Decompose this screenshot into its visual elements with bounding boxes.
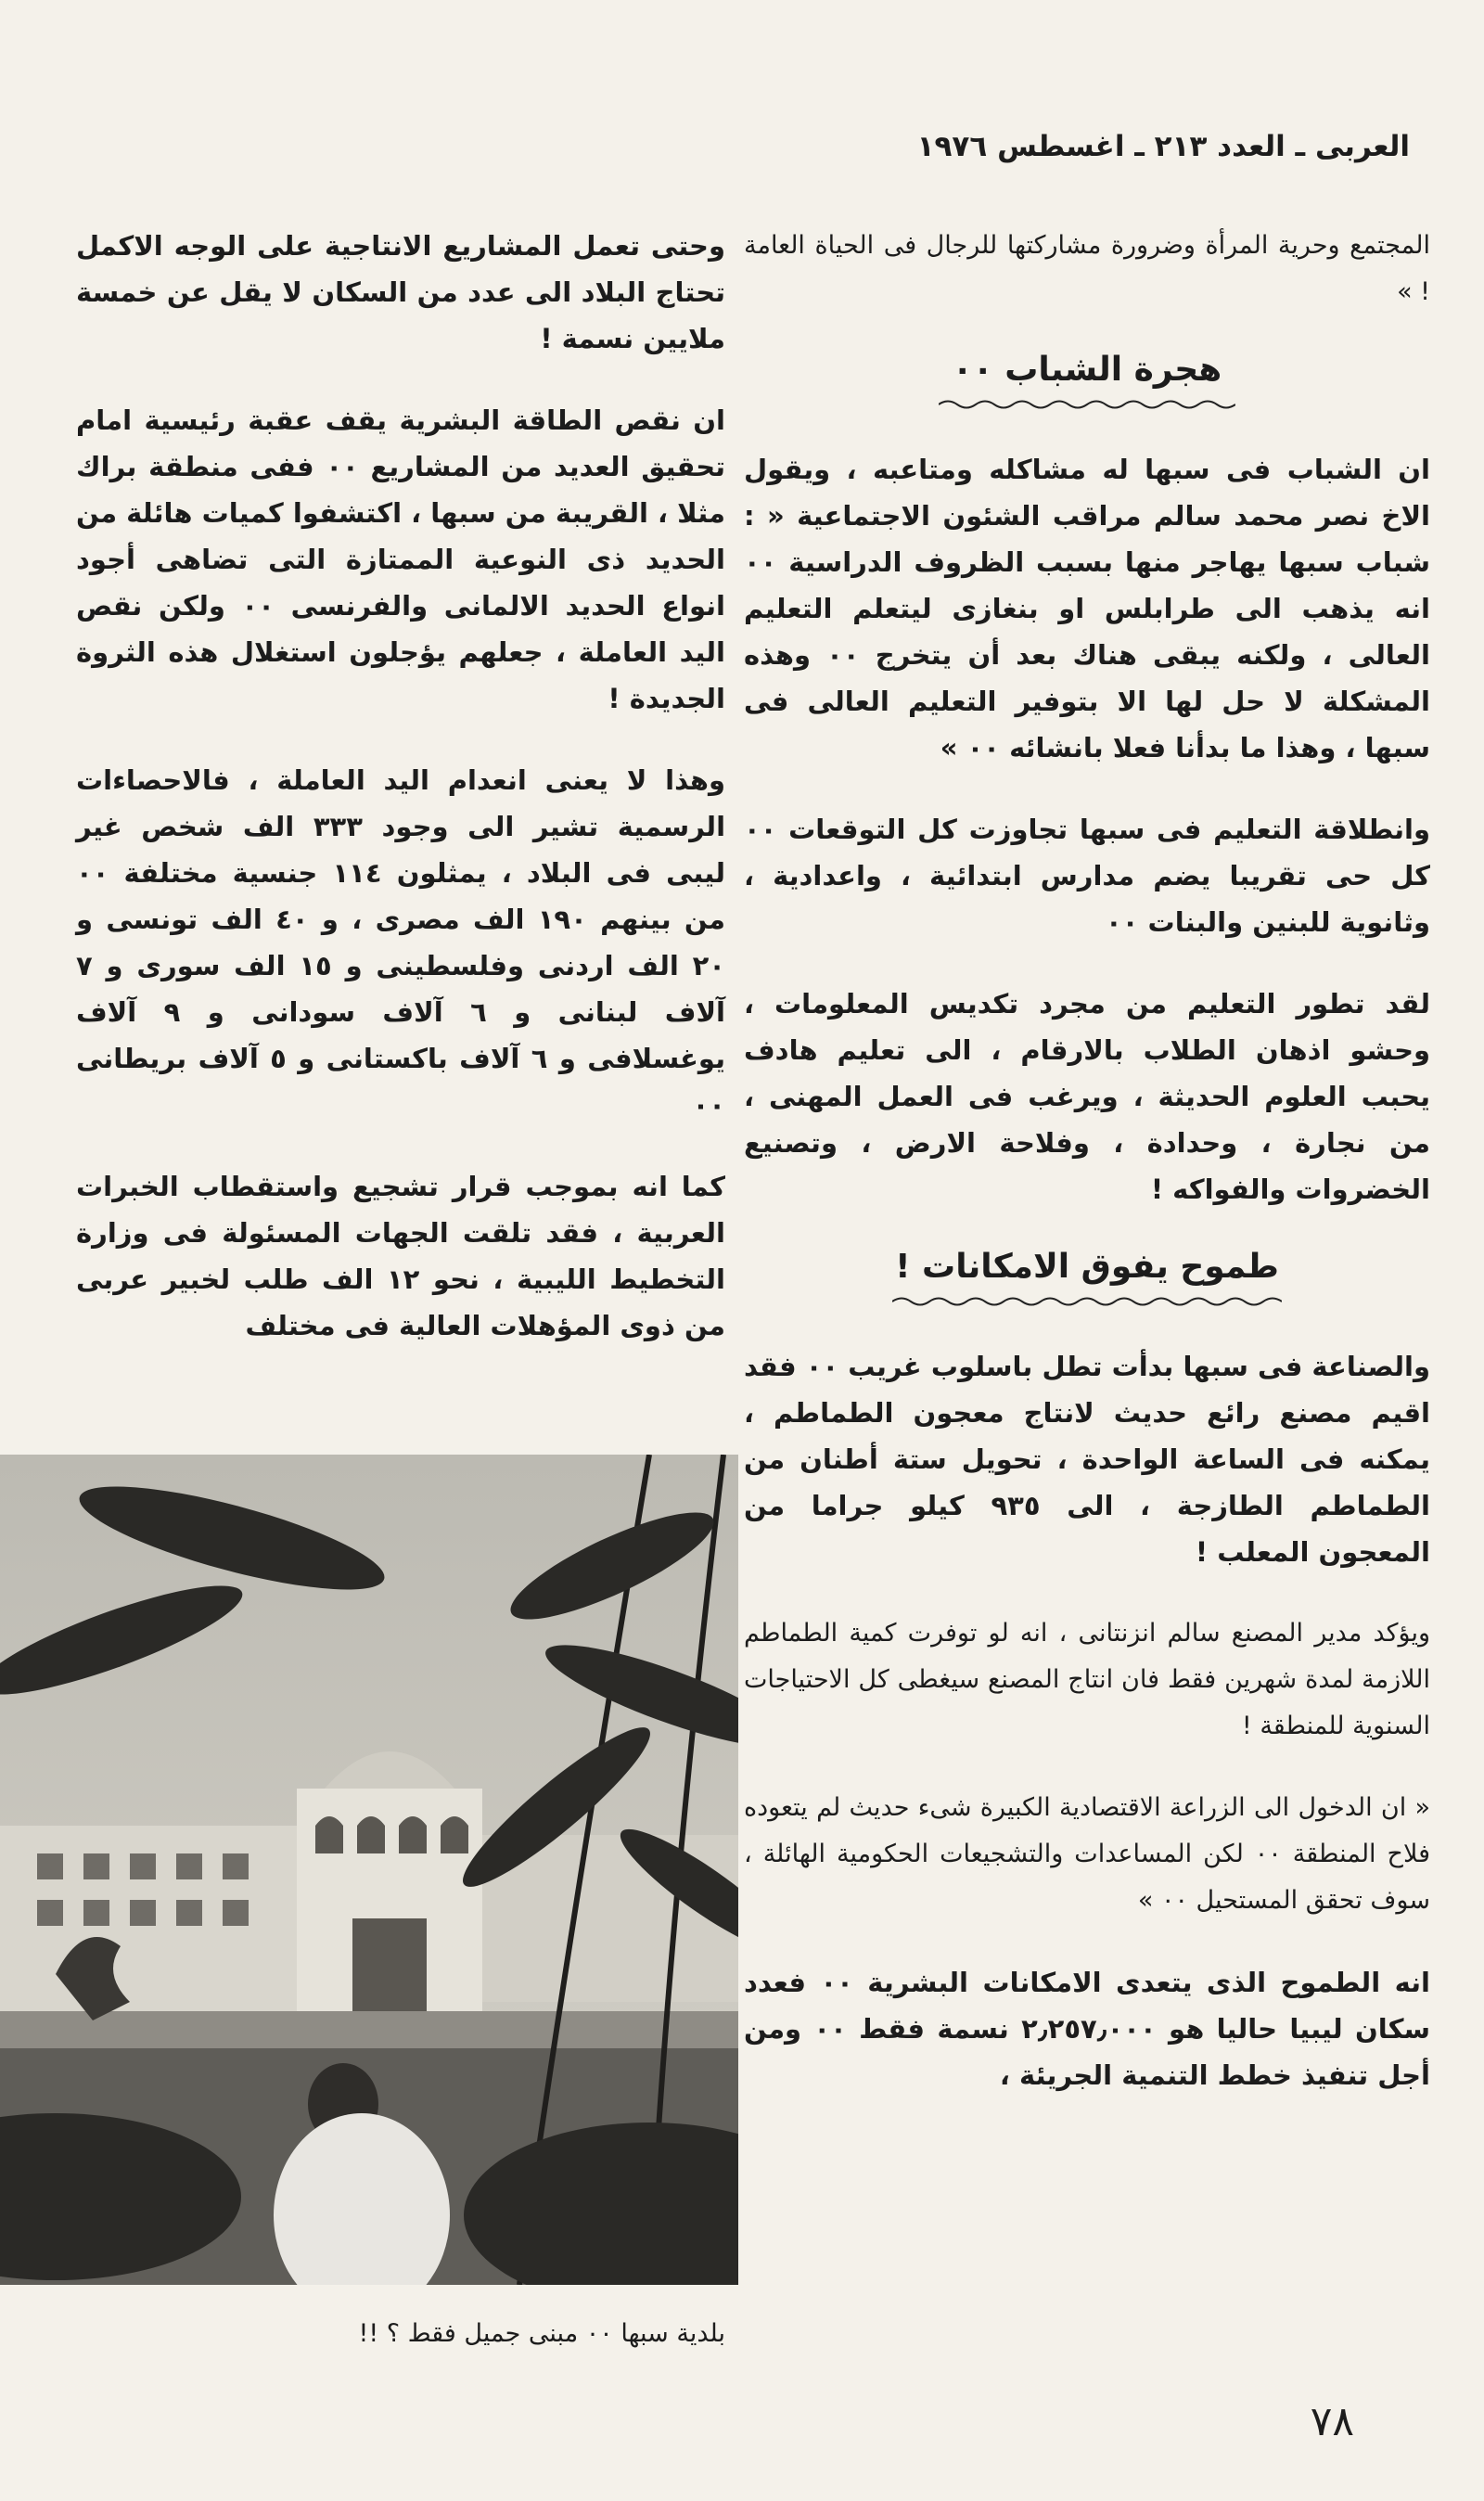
paragraph: ان نقص الطاقة البشرية يقف عقبة رئيسية امام تحقيق العديد من المشاريع ٠٠ ففى منطقة براك مثلا ، القريبة من سبها ، اكتشفوا كميات هائلة من الحديد ذى النوعية الممتازة التى تضاهى أجود انواع الحديد الالمانى والفرنسى ٠٠ ولكن نقص اليد العاملة ، جعلهم يؤجلون استغلال هذه الثروة الجديدة ! (76, 404, 725, 714)
issue-header: العربى ـ العدد ٢١٣ ـ اغسطس ١٩٧٦ (916, 130, 1410, 163)
sabha-municipality-photo (0, 1455, 738, 2285)
paragraph: انه الطموح الذى يتعدى الامكانات البشرية ٠٠ فعدد سكان ليبيا حاليا هو ٢٫٢٥٧٫٠٠٠ نسمة فقط ٠٠ ومن أجل تنفيذ خطط التنمية الجريئة ، (744, 1967, 1431, 2091)
paragraph: كما انه بموجب قرار تشجيع واستقطاب الخبرات العربية ، فقد تلقت الجهات المسئولة فى وزارة التخطيط الليبية ، نحو ١٢ الف طلب لخبير عربى من ذوى المؤهلات العالية فى مختلف (76, 1171, 725, 1341)
wavy-underline (892, 1295, 1282, 1308)
paragraph: وهذا لا يعنى انعدام اليد العاملة ، فالاحصاءات الرسمية تشير الى وجود ٣٣٣ الف شخص غير ليبى فى البلاد ، يمثلون ١١٤ جنسية مختلفة ٠٠ من بينهم ١٩٠ الف مصرى ، و ٤٠ الف تونسى و ٢٠ الف اردنى وفلسطينى و ١٥ الف سورى و ٧ آلاف لبنانى و ٦ آلاف سودانى و ٩ آلاف يوغسلافى و ٦ آلاف باكستانى و ٥ آلاف بريطانى ٠٠ (76, 764, 726, 1121)
paragraph: لقد تطور التعليم من مجرد تكديس المعلومات ، وحشو اذهان الطلاب بالارقام ، الى تعليم هادف يحبب العلوم الحديثة ، ويرغب فى العمل المهنى ، من نجارة ، وحدادة ، وفلاحة الارض ، وتصنيع الخضروات والفواكه ! (744, 988, 1430, 1205)
paragraph: ويؤكد مدير المصنع سالم انزنتانى ، انه لو توفرت كمية الطماطم اللازمة لمدة شهرين فقط فان انتاج المصنع سيغطى كل الاحتياجات السنوية للمنطقة ! (744, 1619, 1430, 1740)
paragraph: وحتى تعمل المشاريع الانتاجية على الوجه الاكمل تحتاج البلاد الى عدد من السكان لا يقل عن خمسة ملايين نسمة ! (76, 230, 725, 354)
section-heading-ambition: طموح يفوق الامكانات ! (895, 1248, 1279, 1286)
photo-caption: بلدية سبها ٠٠ مبنى جميل فقط ؟ !! (358, 2319, 725, 2348)
paragraph: « ان الدخول الى الزراعة الاقتصادية الكبيرة شىء حديث لم يتعوده فلاح المنطقة ٠٠ لكن المساعدات والتشجيعات الحكومية الهائلة ، سوف تحقق المستحيل ٠٠ » (744, 1793, 1430, 1915)
paragraph: المجتمع وحرية المرأة وضرورة مشاركتها للرجال فى الحياة العامة ! » (744, 231, 1430, 306)
paragraph: ان الشباب فى سبها له مشاكله ومتاعبه ، ويقول الاخ نصر محمد سالم مراقب الشئون الاجتماعية « : شباب سبها يهاجر منها بسبب الظروف الدراسية ٠٠ انه يذهب الى طرابلس او بنغازى ليتعلم التعليم العالى ، ولكنه يبقى هناك بعد أن يتخرج ٠٠ وهذه المشكلة لا حل لها الا بتوفير التعليم العالى فى سبها ، وهذا ما بدأنا فعلا بانشائه ٠٠ » (744, 454, 1430, 763)
left-column (76, 223, 725, 1384)
page-number: ٧٨ (1310, 2398, 1354, 2445)
paragraph: وانطلاقة التعليم فى سبها تجاوزت كل التوقعات ٠٠ كل حى تقريبا يضم مدارس ابتدائية ، واعدادية ، وثانوية للبنين والبنات ٠٠ (744, 814, 1430, 938)
section-heading-youth-migration: هجرة الشباب ٠٠ (952, 351, 1222, 389)
wavy-underline (939, 398, 1235, 411)
right-column (744, 223, 1430, 2134)
building-illustration (0, 1455, 738, 2285)
paragraph: والصناعة فى سبها بدأت تطل باسلوب غريب ٠٠ فقد اقيم مصنع رائع حديث لانتاج معجون الطماطم ، يمكنه فى الساعة الواحدة ، تحويل ستة أطنان من الطماطم الطازجة ، الى ٩٣٥ كيلو جراما من المعجون المعلب ! (744, 1351, 1430, 1568)
